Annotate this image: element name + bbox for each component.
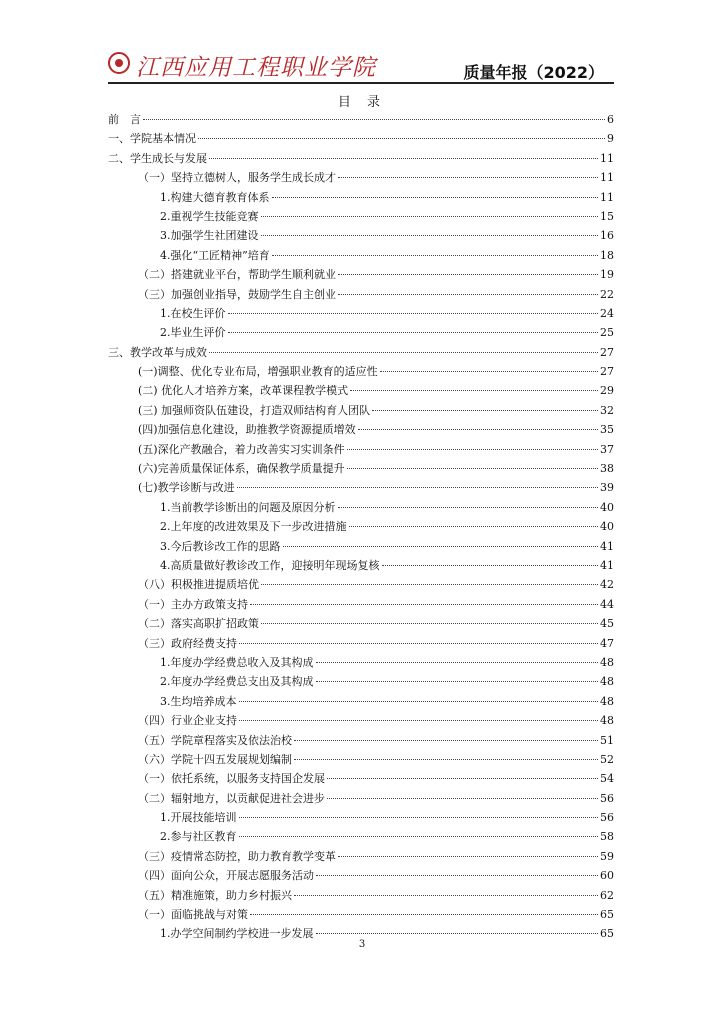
school-logo-icon	[108, 52, 130, 74]
toc-entry-page: 11	[600, 151, 614, 165]
toc-leader-dots	[382, 565, 599, 566]
toc-entry[interactable]	[108, 750, 614, 769]
toc-entry-title: 4.高质量做好教诊改工作，迎接明年现场复核	[160, 558, 380, 572]
toc-entry[interactable]	[108, 440, 614, 459]
toc-entry-title: 前 言	[108, 113, 141, 126]
toc-entry-page: 27	[600, 345, 614, 359]
toc-entry-page: 15	[600, 209, 614, 223]
toc-leader-dots	[316, 662, 599, 663]
toc-leader-dots	[316, 681, 599, 682]
toc-entry-page: 9	[607, 132, 614, 146]
toc-entry-title: 2.年度办学经费总支出及其构成	[160, 675, 314, 689]
toc-entry-title: 4.强化“工匠精神”培育	[160, 248, 270, 262]
toc-leader-dots	[349, 526, 599, 527]
toc-entry-title: (七)教学诊断与改进	[138, 481, 235, 495]
toc-leader-dots	[239, 701, 599, 702]
toc-entry[interactable]	[108, 556, 614, 575]
toc-entry-page: 32	[600, 403, 614, 417]
table-of-contents	[108, 110, 614, 944]
toc-entry-page: 56	[600, 811, 614, 825]
toc-entry[interactable]	[108, 498, 614, 517]
toc-leader-dots	[239, 643, 598, 644]
report-title: 质量年报（2022）	[463, 63, 604, 82]
toc-entry[interactable]	[108, 575, 614, 594]
toc-entry-title: 二、学生成长与发展	[108, 151, 207, 165]
toc-entry-title: 1.在校生评价	[160, 306, 226, 320]
toc-entry[interactable]	[108, 634, 614, 653]
toc-entry-title: (五)深化产教融合，着力改善实习实训条件	[138, 442, 345, 456]
toc-entry[interactable]	[108, 905, 614, 924]
toc-entry-page: 54	[600, 772, 614, 786]
toc-leader-dots	[250, 604, 598, 605]
toc-leader-dots	[228, 332, 599, 333]
toc-entry[interactable]	[108, 265, 614, 284]
toc-entry[interactable]	[108, 323, 614, 342]
toc-entry-title: （四）面向公众，开展志愿服务活动	[138, 869, 314, 883]
toc-entry-title: 1.当前教学诊断出的问题及原因分析	[160, 500, 336, 514]
toc-entry-title: (三) 加强师资队伍建设，打造双师结构育人团队	[138, 403, 371, 417]
toc-entry-title: 3.生均培养成本	[160, 694, 237, 708]
toc-entry[interactable]	[108, 168, 614, 187]
toc-entry[interactable]	[108, 207, 614, 226]
toc-entry[interactable]	[108, 769, 614, 788]
toc-entry[interactable]	[108, 110, 614, 129]
toc-entry-title: （三）疫情常态防控，助力教育教学变革	[138, 849, 336, 863]
toc-entry-page: 27	[600, 365, 614, 379]
toc-entry[interactable]	[108, 789, 614, 808]
toc-leader-dots	[239, 817, 599, 818]
toc-entry-page: 35	[600, 423, 614, 437]
toc-leader-dots	[209, 158, 598, 159]
toc-leader-dots	[239, 836, 599, 837]
toc-entry-page: 52	[600, 752, 614, 766]
toc-entry-page: 25	[600, 326, 614, 340]
toc-entry-title: 3.今后教诊改工作的思路	[160, 539, 281, 553]
header-divider	[108, 82, 614, 84]
toc-leader-dots	[261, 216, 599, 217]
toc-entry-title: 1.年度办学经费总收入及其构成	[160, 655, 314, 669]
toc-entry-title: （二）落实高职扩招政策	[138, 617, 259, 631]
toc-entry-page: 22	[600, 287, 614, 301]
toc-leader-dots	[239, 720, 598, 721]
toc-entry-page: 62	[600, 888, 614, 902]
toc-leader-dots	[338, 177, 598, 178]
toc-leader-dots	[338, 274, 598, 275]
toc-entry-title: 一、学院基本情况	[108, 132, 196, 146]
toc-entry-page: 11	[600, 171, 614, 185]
toc-entry-title: （八）积极推进提质培优	[138, 578, 259, 592]
toc-entry[interactable]	[108, 381, 614, 400]
toc-entry-title: （五）学院章程落实及依法治校	[138, 733, 292, 747]
toc-entry[interactable]	[108, 731, 614, 750]
toc-entry[interactable]	[108, 595, 614, 614]
toc-leader-dots	[261, 584, 598, 585]
toc-entry[interactable]	[108, 343, 614, 362]
toc-entry[interactable]	[108, 420, 614, 439]
toc-entry-page: 60	[600, 869, 614, 883]
toc-entry-title: (二) 优化人才培养方案，改革课程教学模式	[138, 384, 349, 398]
toc-entry[interactable]	[108, 847, 614, 866]
toc-entry-page: 19	[600, 268, 614, 282]
toc-entry[interactable]	[108, 827, 614, 846]
toc-leader-dots	[261, 623, 598, 624]
toc-entry-page: 51	[600, 733, 614, 747]
toc-entry-page: 47	[600, 636, 614, 650]
toc-entry[interactable]	[108, 866, 614, 885]
toc-leader-dots	[316, 933, 599, 934]
toc-entry[interactable]	[108, 614, 614, 633]
toc-entry-page: 24	[600, 306, 614, 320]
toc-leader-dots	[338, 507, 599, 508]
toc-entry-page: 65	[600, 927, 614, 941]
toc-entry-page: 48	[600, 655, 614, 669]
toc-entry-page: 38	[600, 462, 614, 476]
toc-entry-title: （一）面临挑战与对策	[138, 908, 248, 922]
toc-entry[interactable]	[108, 304, 614, 323]
toc-entry[interactable]	[108, 672, 614, 691]
toc-leader-dots	[372, 410, 598, 411]
toc-entry-title: （一）主办方政策支持	[138, 597, 248, 611]
toc-entry-page: 42	[600, 578, 614, 592]
toc-entry[interactable]	[108, 653, 614, 672]
toc-entry-title: （四）行业企业支持	[138, 714, 237, 728]
toc-entry[interactable]	[108, 226, 614, 245]
toc-entry[interactable]	[108, 711, 614, 730]
toc-leader-dots	[350, 390, 598, 391]
toc-entry-title: 1.构建大德育教育体系	[160, 190, 270, 204]
toc-entry-page: 41	[600, 539, 614, 553]
toc-entry[interactable]	[108, 401, 614, 420]
toc-entry-page: 40	[600, 500, 614, 514]
toc-leader-dots	[294, 895, 598, 896]
toc-leader-dots	[283, 546, 599, 547]
toc-leader-dots	[358, 429, 598, 430]
toc-entry-page: 48	[600, 714, 614, 728]
toc-entry-title: （二）搭建就业平台，帮助学生顺利就业	[138, 268, 336, 282]
toc-leader-dots	[272, 255, 598, 256]
toc-entry-page: 59	[600, 849, 614, 863]
toc-leader-dots	[294, 740, 598, 741]
toc-entry-page: 6	[607, 113, 614, 126]
toc-leader-dots	[143, 119, 605, 120]
toc-entry-page: 16	[600, 229, 614, 243]
toc-entry-title: (一)调整、优化专业布局，增强职业教育的适应性	[138, 365, 378, 379]
toc-entry[interactable]	[108, 246, 614, 265]
toc-entry[interactable]	[108, 459, 614, 478]
toc-leader-dots	[228, 313, 599, 314]
toc-entry-title: （五）精准施策，助力乡村振兴	[138, 888, 292, 902]
toc-leader-dots	[316, 875, 598, 876]
toc-leader-dots	[272, 197, 599, 198]
page-number: 3	[358, 939, 366, 950]
toc-entry-title: 3.加强学生社团建设	[160, 229, 259, 243]
toc-entry-title: 2.上年度的改进效果及下一步改进措施	[160, 520, 347, 534]
toc-entry-page: 41	[600, 558, 614, 572]
toc-entry[interactable]	[108, 362, 614, 381]
toc-entry-title: （三）政府经费支持	[138, 636, 237, 650]
toc-leader-dots	[250, 914, 598, 915]
toc-entry-page: 29	[600, 384, 614, 398]
toc-entry[interactable]	[108, 188, 614, 207]
toc-entry-title: (六)完善质量保证体系，确保教学质量提升	[138, 462, 345, 476]
toc-leader-dots	[327, 798, 598, 799]
toc-leader-dots	[347, 468, 598, 469]
toc-entry-title: 2.毕业生评价	[160, 326, 226, 340]
toc-entry-title: 2.重视学生技能竞赛	[160, 209, 259, 223]
toc-entry-title: 三、教学改革与成效	[108, 345, 207, 359]
toc-entry-page: 48	[600, 694, 614, 708]
toc-entry-title: 1.办学空间制约学校进一步发展	[160, 927, 314, 941]
toc-leader-dots	[198, 138, 605, 139]
toc-entry-title: 1.开展技能培训	[160, 811, 237, 825]
toc-leader-dots	[261, 235, 599, 236]
toc-entry[interactable]	[108, 478, 614, 497]
toc-leader-dots	[294, 759, 598, 760]
school-name: 江西应用工程职业学院	[136, 55, 376, 81]
toc-entry-title: （二）辐射地方，以贡献促进社会进步	[138, 791, 325, 805]
toc-entry[interactable]	[108, 129, 614, 148]
toc-entry-title: (四)加强信息化建设，助推教学资源提质增效	[138, 423, 356, 437]
toc-leader-dots	[327, 778, 598, 779]
toc-entry-page: 11	[600, 190, 614, 204]
toc-entry-page: 58	[600, 830, 614, 844]
toc-title: 目 录	[337, 95, 387, 110]
toc-entry[interactable]	[108, 285, 614, 304]
toc-entry-title: （三）加强创业指导，鼓励学生自主创业	[138, 287, 336, 301]
toc-entry[interactable]	[108, 808, 614, 827]
toc-entry-title: （六）学院十四五发展规划编制	[138, 752, 292, 766]
toc-entry[interactable]	[108, 886, 614, 905]
toc-entry-title: （一）依托系统，以服务支持国企发展	[138, 772, 325, 786]
toc-entry-page: 37	[600, 442, 614, 456]
toc-leader-dots	[347, 449, 598, 450]
toc-entry[interactable]	[108, 517, 614, 536]
toc-entry-page: 56	[600, 791, 614, 805]
toc-leader-dots	[380, 371, 598, 372]
toc-entry-page: 40	[600, 520, 614, 534]
toc-entry-page: 39	[600, 481, 614, 495]
toc-entry[interactable]	[108, 537, 614, 556]
toc-leader-dots	[237, 487, 598, 488]
toc-entry-page: 44	[600, 597, 614, 611]
toc-entry-page: 48	[600, 675, 614, 689]
toc-entry-page: 45	[600, 617, 614, 631]
page-header	[108, 46, 614, 86]
toc-entry[interactable]	[108, 692, 614, 711]
toc-leader-dots	[338, 294, 598, 295]
toc-entry-page: 18	[600, 248, 614, 262]
toc-leader-dots	[338, 856, 598, 857]
toc-entry[interactable]	[108, 149, 614, 168]
toc-entry-title: 2.参与社区教育	[160, 830, 237, 844]
toc-leader-dots	[209, 352, 598, 353]
toc-entry-title: （一）坚持立德树人，服务学生成长成才	[138, 171, 336, 185]
toc-entry-page: 65	[600, 908, 614, 922]
